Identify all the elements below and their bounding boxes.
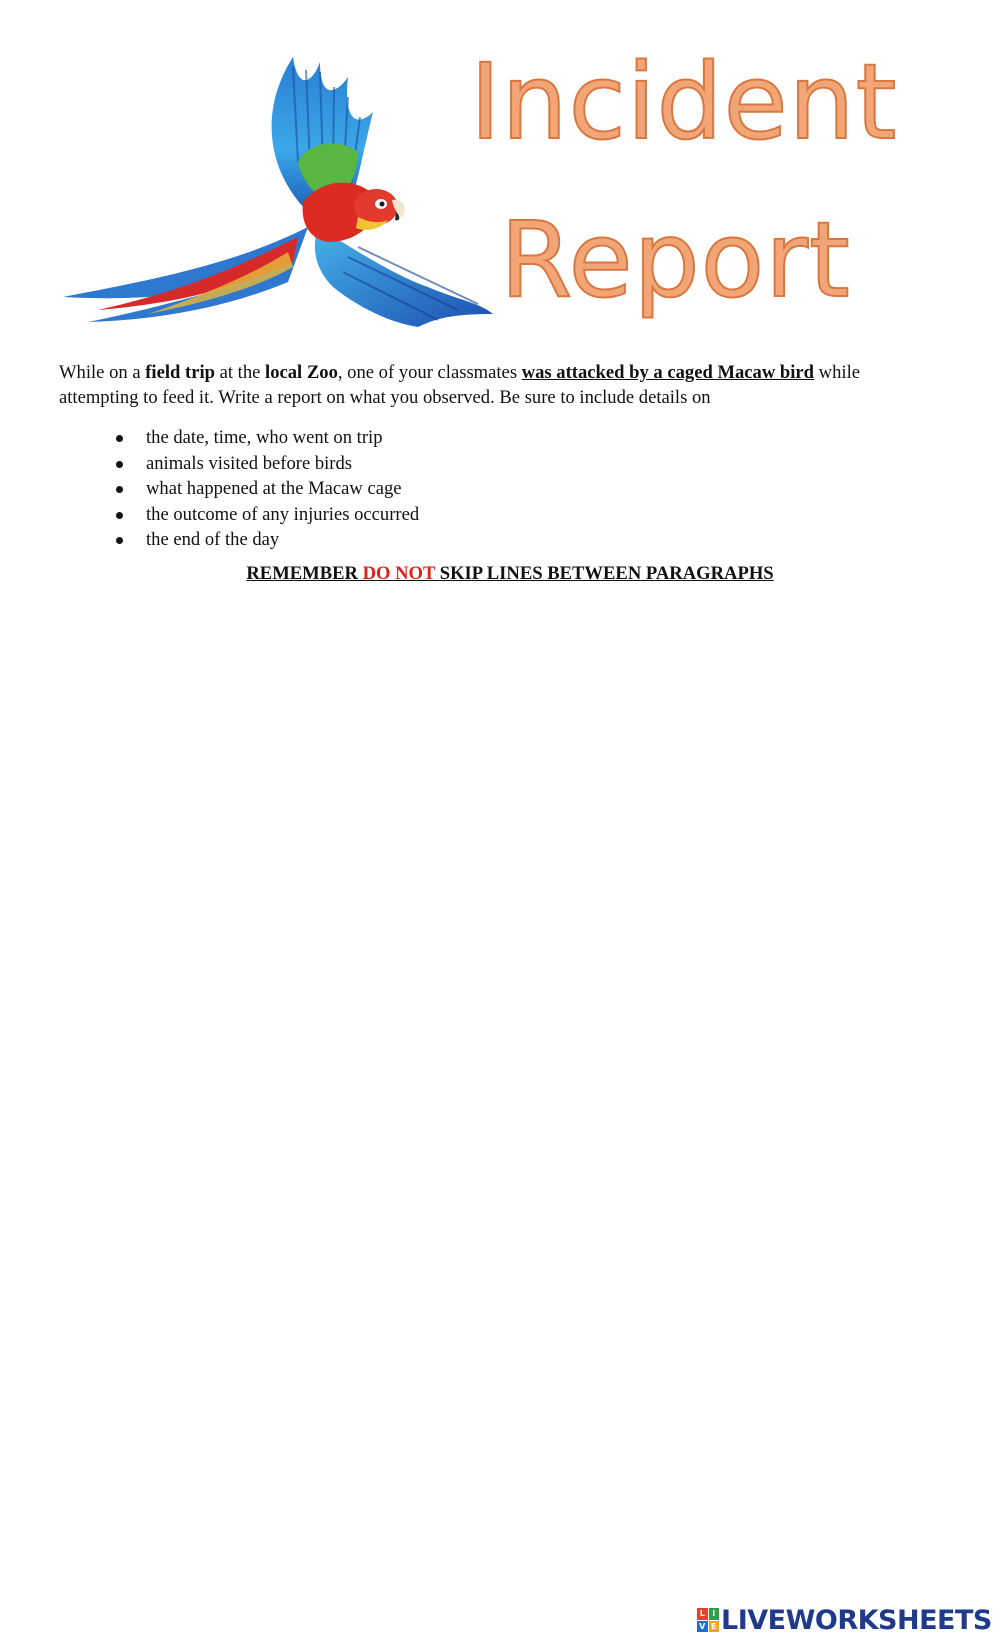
intro-text-3: , one of your classmates (337, 362, 522, 383)
intro-bold-local-zoo: local Zoo (265, 362, 338, 383)
logo-letter: V (697, 1621, 708, 1633)
liveworksheets-brand[interactable] (697, 1605, 992, 1635)
list-item-text: the date, time, who went on trip (146, 427, 383, 448)
list-item-text: the outcome of any injuries occurred (146, 503, 420, 525)
brand-name: LIVEWORKSHEETS (721, 1604, 992, 1636)
logo-letter: I (709, 1608, 720, 1620)
list-item (108, 502, 419, 528)
bullet-icon (116, 512, 123, 519)
list-item-text: animals visited before birds (146, 452, 353, 474)
logo-letter: L (697, 1608, 708, 1620)
liveworksheets-logo-icon (697, 1608, 719, 1632)
reminder-after: SKIP LINES BETWEEN PARAGRAPHS (439, 563, 774, 584)
title-incident: Incident (470, 41, 898, 163)
reminder-before: REMEMBER (246, 563, 363, 584)
bullet-icon (116, 537, 123, 544)
list-item (108, 451, 419, 477)
list-item (108, 476, 419, 502)
bullet-icon (116, 461, 123, 468)
bullet-icon (116, 486, 123, 493)
intro-paragraph (59, 360, 919, 410)
intro-bold-field-trip: field trip (145, 362, 215, 383)
list-item-text: what happened at the Macaw cage (146, 478, 402, 500)
intro-text-2: at the (214, 362, 266, 383)
bullet-icon (116, 435, 123, 442)
title-report: Report (500, 199, 851, 321)
intro-underlined-attack: was attacked by a caged Macaw bird (521, 362, 815, 383)
details-list (108, 425, 419, 553)
list-item (108, 527, 419, 553)
reminder-highlight: DO NOT (362, 563, 440, 584)
intro-text-1: While on a (59, 362, 146, 383)
intro-text-4: while attempting to feed it. Write a report on what you observed. Be sure to include details on (59, 362, 860, 408)
reminder-line (0, 563, 1000, 585)
logo-letter: E (709, 1621, 720, 1633)
macaw-bird-illustration (58, 52, 518, 352)
list-item-text: the end of the day (146, 529, 280, 551)
list-item (108, 425, 419, 451)
